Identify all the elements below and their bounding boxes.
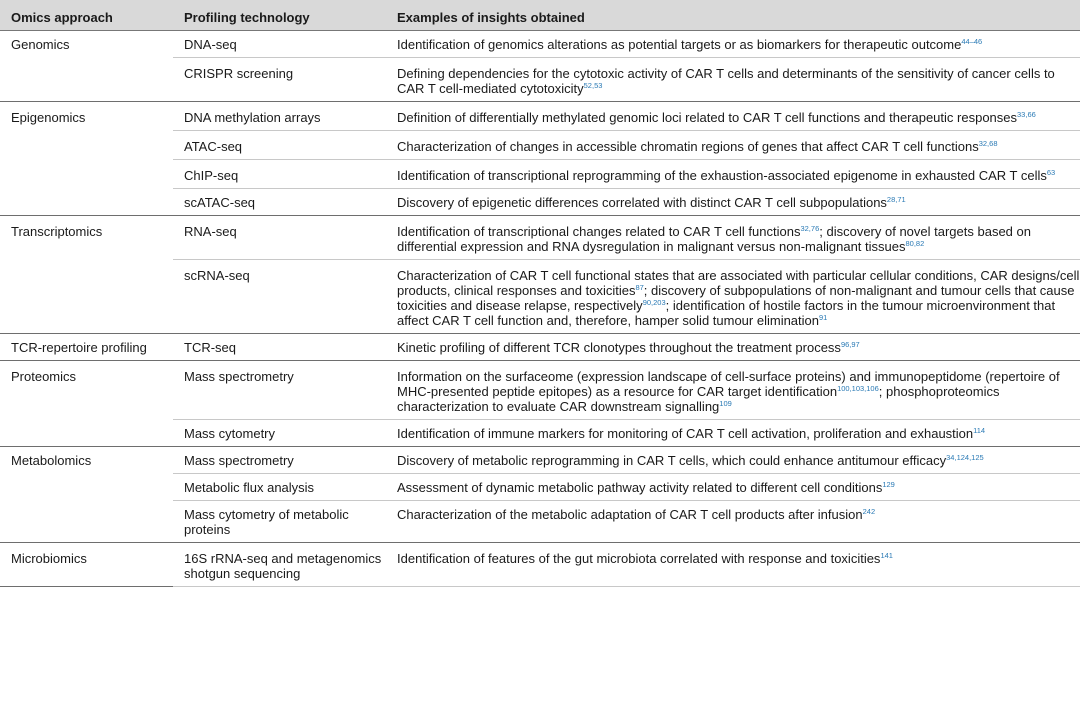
insight-text: Discovery of metabolic reprogramming in CAR T cells, which could enhance antitumour efficacy (397, 453, 947, 468)
table-row (0, 543, 1080, 587)
technology-cell: Mass spectrometry (173, 447, 386, 474)
insight-text: Characterization of changes in accessible chromatin regions of genes that affect CAR T cell functions (397, 139, 979, 154)
insight-text: ; discovery of novel targets based on differential expression and RNA dysregulation in malignant versus non-malignant tissues (397, 224, 1031, 254)
omics-approach-cell: Transcriptomics (0, 216, 173, 334)
table-row (0, 447, 1080, 474)
insight-cell (386, 420, 1080, 447)
insight-text: ; discovery of subpopulations of non-malignant and tumour cells that cause toxicities and disease relapse, respectively (397, 283, 1075, 313)
insight-cell (386, 474, 1080, 501)
reference-superscript: 32,76 (800, 224, 820, 233)
technology-cell: 16S rRNA-seq and metagenomics shotgun sequencing (173, 543, 386, 587)
insight-cell (386, 447, 1080, 474)
reference-superscript: 34,124,125 (946, 453, 984, 462)
omics-approach-cell: Metabolomics (0, 447, 173, 543)
reference-superscript: 80,82 (905, 239, 925, 248)
insight-cell (386, 260, 1080, 334)
reference-superscript: 63 (1046, 168, 1056, 177)
insight-cell (386, 501, 1080, 543)
reference-superscript: 52,53 (583, 81, 603, 90)
header-profiling-technology: Profiling technology (173, 0, 386, 31)
reference-superscript: 100,103,106 (837, 384, 879, 393)
technology-cell: Mass spectrometry (173, 361, 386, 420)
table-row (0, 334, 1080, 361)
reference-superscript: 32,68 (978, 139, 998, 148)
technology-cell: ATAC-seq (173, 131, 386, 160)
insight-cell (386, 131, 1080, 160)
technology-cell: DNA-seq (173, 31, 386, 58)
reference-superscript: 141 (880, 551, 893, 560)
insight-cell (386, 334, 1080, 361)
reference-superscript: 91 (819, 313, 828, 322)
reference-superscript: 114 (973, 426, 986, 435)
reference-superscript: 33,66 (1017, 110, 1036, 119)
table-row (0, 102, 1080, 131)
header-omics-approach: Omics approach (0, 0, 173, 31)
insight-text: Identification of transcriptional changes related to CAR T cell functions (397, 224, 801, 239)
technology-cell: TCR-seq (173, 334, 386, 361)
insight-cell (386, 102, 1080, 131)
insight-text: Defining dependencies for the cytotoxic activity of CAR T cells and determinants of the sensitivity of cancer cells to CAR T cell-mediated cytotoxicity (397, 66, 1055, 96)
reference-superscript: 90,203 (642, 298, 666, 307)
omics-approach-cell: TCR-repertoire profiling (0, 334, 173, 361)
insight-text: Assessment of dynamic metabolic pathway activity related to different cell conditions (397, 480, 883, 495)
header-insights: Examples of insights obtained (386, 0, 1080, 31)
insight-text: Identification of immune markers for monitoring of CAR T cell activation, proliferation and exhaustion (397, 426, 974, 441)
insight-cell (386, 58, 1080, 102)
insight-text: Kinetic profiling of different TCR clonotypes throughout the treatment process (397, 340, 841, 355)
technology-cell: CRISPR screening (173, 58, 386, 102)
insight-text: Information on the surfaceome (expression landscape of cell-surface proteins) and immunopeptidome (repertoire of MHC-presented peptide epitopes) as a resource for CAR target identification (397, 369, 1060, 399)
technology-cell: Mass cytometry (173, 420, 386, 447)
omics-approach-cell: Epigenomics (0, 102, 173, 216)
insight-text: Identification of genomics alterations as potential targets or as biomarkers for therapeutic outcome (397, 37, 962, 52)
technology-cell: Metabolic flux analysis (173, 474, 386, 501)
insight-cell (386, 361, 1080, 420)
table-header (0, 0, 1080, 31)
reference-superscript: 28,71 (886, 195, 906, 204)
technology-cell: ChIP-seq (173, 160, 386, 189)
reference-superscript: 87 (635, 283, 644, 292)
insight-text: ; identification of hostile factors in the tumour microenvironment that affect CAR T cell function and, therefore, hamper solid tumour elimination (397, 298, 1056, 328)
insight-text: Characterization of CAR T cell functional states that are associated with particular cellular conditions, CAR designs/cell products, clinical responses and toxicities (397, 268, 1080, 298)
reference-superscript: 129 (882, 480, 895, 489)
technology-cell: Mass cytometry of metabolic proteins (173, 501, 386, 543)
insight-text: Identification of transcriptional reprogramming of the exhaustion-associated epigenome in exhausted CAR T cells (397, 168, 1047, 183)
insight-text: Definition of differentially methylated genomic loci related to CAR T cell functions and therapeutic responses (397, 110, 1018, 125)
insight-text: ; phosphoproteomics characterization to evaluate CAR downstream signalling (397, 384, 1000, 414)
insight-cell (386, 160, 1080, 189)
insight-cell (386, 189, 1080, 216)
insight-cell (386, 216, 1080, 260)
technology-cell: DNA methylation arrays (173, 102, 386, 131)
reference-superscript: 44–46 (961, 37, 983, 46)
technology-cell: scATAC-seq (173, 189, 386, 216)
table-row (0, 361, 1080, 420)
reference-superscript: 96,97 (840, 340, 860, 349)
technology-cell: RNA-seq (173, 216, 386, 260)
omics-approach-cell: Proteomics (0, 361, 173, 447)
table-row (0, 216, 1080, 260)
technology-cell: scRNA-seq (173, 260, 386, 334)
reference-superscript: 242 (862, 507, 876, 516)
insight-cell (386, 31, 1080, 58)
omics-approach-cell: Microbiomics (0, 543, 173, 587)
table-row (0, 31, 1080, 58)
reference-superscript: 109 (719, 399, 732, 408)
insight-text: Discovery of epigenetic differences correlated with distinct CAR T cell subpopulations (397, 195, 887, 210)
insight-text: Characterization of the metabolic adaptation of CAR T cell products after infusion (397, 507, 863, 522)
omics-approach-cell: Genomics (0, 31, 173, 102)
insight-text: Identification of features of the gut microbiota correlated with response and toxicities (397, 551, 881, 566)
insight-cell (386, 543, 1080, 587)
